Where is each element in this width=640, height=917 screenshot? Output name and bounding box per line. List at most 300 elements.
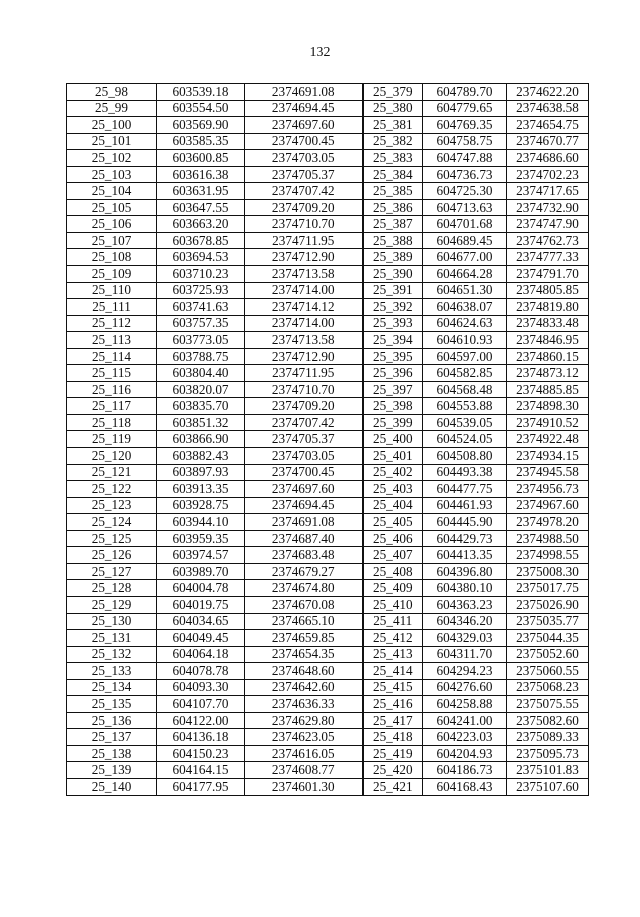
y-coordinate-cell: 2374945.58 xyxy=(507,464,589,481)
point-id-cell: 25_133 xyxy=(67,663,157,680)
y-coordinate-cell: 2374711.95 xyxy=(245,232,363,249)
y-coordinate-cell: 2374703.05 xyxy=(245,150,363,167)
point-id-cell: 25_108 xyxy=(67,249,157,266)
y-coordinate-cell: 2375060.55 xyxy=(507,663,589,680)
coordinates-table-body xyxy=(67,84,589,796)
table-row xyxy=(67,745,589,762)
y-coordinate-cell: 2375068.23 xyxy=(507,679,589,696)
x-coordinate-cell: 603851.32 xyxy=(157,414,245,431)
table-row xyxy=(67,481,589,498)
x-coordinate-cell: 604568.48 xyxy=(423,381,507,398)
table-row xyxy=(67,448,589,465)
x-coordinate-cell: 604493.38 xyxy=(423,464,507,481)
point-id-cell: 25_415 xyxy=(363,679,423,696)
y-coordinate-cell: 2374709.20 xyxy=(245,398,363,415)
x-coordinate-cell: 603882.43 xyxy=(157,448,245,465)
point-id-cell: 25_400 xyxy=(363,431,423,448)
y-coordinate-cell: 2374710.70 xyxy=(245,381,363,398)
y-coordinate-cell: 2374648.60 xyxy=(245,663,363,680)
y-coordinate-cell: 2375075.55 xyxy=(507,696,589,713)
y-coordinate-cell: 2374705.37 xyxy=(245,166,363,183)
x-coordinate-cell: 603913.35 xyxy=(157,481,245,498)
y-coordinate-cell: 2374697.60 xyxy=(245,117,363,134)
x-coordinate-cell: 603959.35 xyxy=(157,530,245,547)
x-coordinate-cell: 604610.93 xyxy=(423,332,507,349)
x-coordinate-cell: 604223.03 xyxy=(423,729,507,746)
point-id-cell: 25_124 xyxy=(67,514,157,531)
table-row xyxy=(67,414,589,431)
y-coordinate-cell: 2374670.77 xyxy=(507,133,589,150)
x-coordinate-cell: 603554.50 xyxy=(157,100,245,117)
y-coordinate-cell: 2375026.90 xyxy=(507,596,589,613)
y-coordinate-cell: 2374713.58 xyxy=(245,332,363,349)
x-coordinate-cell: 604150.23 xyxy=(157,745,245,762)
x-coordinate-cell: 604445.90 xyxy=(423,514,507,531)
y-coordinate-cell: 2375089.33 xyxy=(507,729,589,746)
point-id-cell: 25_102 xyxy=(67,150,157,167)
x-coordinate-cell: 604769.35 xyxy=(423,117,507,134)
x-coordinate-cell: 604539.05 xyxy=(423,414,507,431)
y-coordinate-cell: 2374898.30 xyxy=(507,398,589,415)
point-id-cell: 25_397 xyxy=(363,381,423,398)
point-id-cell: 25_402 xyxy=(363,464,423,481)
point-id-cell: 25_132 xyxy=(67,646,157,663)
x-coordinate-cell: 604122.00 xyxy=(157,712,245,729)
x-coordinate-cell: 603600.85 xyxy=(157,150,245,167)
y-coordinate-cell: 2375017.75 xyxy=(507,580,589,597)
x-coordinate-cell: 604363.23 xyxy=(423,596,507,613)
y-coordinate-cell: 2374697.60 xyxy=(245,481,363,498)
x-coordinate-cell: 604638.07 xyxy=(423,299,507,316)
point-id-cell: 25_410 xyxy=(363,596,423,613)
y-coordinate-cell: 2374665.10 xyxy=(245,613,363,630)
point-id-cell: 25_98 xyxy=(67,84,157,101)
y-coordinate-cell: 2374747.90 xyxy=(507,216,589,233)
x-coordinate-cell: 604311.70 xyxy=(423,646,507,663)
x-coordinate-cell: 604789.70 xyxy=(423,84,507,101)
y-coordinate-cell: 2375052.60 xyxy=(507,646,589,663)
y-coordinate-cell: 2374714.00 xyxy=(245,315,363,332)
x-coordinate-cell: 603585.35 xyxy=(157,133,245,150)
table-row xyxy=(67,381,589,398)
point-id-cell: 25_127 xyxy=(67,563,157,580)
point-id-cell: 25_395 xyxy=(363,348,423,365)
table-row xyxy=(67,679,589,696)
y-coordinate-cell: 2374616.05 xyxy=(245,745,363,762)
x-coordinate-cell: 603569.90 xyxy=(157,117,245,134)
point-id-cell: 25_411 xyxy=(363,613,423,630)
y-coordinate-cell: 2374629.80 xyxy=(245,712,363,729)
point-id-cell: 25_107 xyxy=(67,232,157,249)
point-id-cell: 25_131 xyxy=(67,630,157,647)
y-coordinate-cell: 2374910.52 xyxy=(507,414,589,431)
x-coordinate-cell: 604093.30 xyxy=(157,679,245,696)
table-row xyxy=(67,117,589,134)
y-coordinate-cell: 2374654.35 xyxy=(245,646,363,663)
point-id-cell: 25_110 xyxy=(67,282,157,299)
x-coordinate-cell: 604677.00 xyxy=(423,249,507,266)
x-coordinate-cell: 604019.75 xyxy=(157,596,245,613)
x-coordinate-cell: 603944.10 xyxy=(157,514,245,531)
table-row xyxy=(67,762,589,779)
x-coordinate-cell: 604429.73 xyxy=(423,530,507,547)
x-coordinate-cell: 604294.23 xyxy=(423,663,507,680)
table-row xyxy=(67,729,589,746)
table-row xyxy=(67,596,589,613)
x-coordinate-cell: 603989.70 xyxy=(157,563,245,580)
x-coordinate-cell: 604651.30 xyxy=(423,282,507,299)
table-row xyxy=(67,166,589,183)
x-coordinate-cell: 604582.85 xyxy=(423,365,507,382)
y-coordinate-cell: 2374679.27 xyxy=(245,563,363,580)
point-id-cell: 25_389 xyxy=(363,249,423,266)
x-coordinate-cell: 604508.80 xyxy=(423,448,507,465)
y-coordinate-cell: 2374846.95 xyxy=(507,332,589,349)
point-id-cell: 25_138 xyxy=(67,745,157,762)
table-row xyxy=(67,580,589,597)
y-coordinate-cell: 2374712.90 xyxy=(245,348,363,365)
x-coordinate-cell: 603804.40 xyxy=(157,365,245,382)
table-row xyxy=(67,100,589,117)
point-id-cell: 25_418 xyxy=(363,729,423,746)
point-id-cell: 25_416 xyxy=(363,696,423,713)
point-id-cell: 25_392 xyxy=(363,299,423,316)
table-row xyxy=(67,199,589,216)
x-coordinate-cell: 603710.23 xyxy=(157,266,245,283)
table-row xyxy=(67,712,589,729)
x-coordinate-cell: 604624.63 xyxy=(423,315,507,332)
point-id-cell: 25_101 xyxy=(67,133,157,150)
x-coordinate-cell: 604689.45 xyxy=(423,232,507,249)
table-row xyxy=(67,630,589,647)
y-coordinate-cell: 2374670.08 xyxy=(245,596,363,613)
x-coordinate-cell: 604713.63 xyxy=(423,199,507,216)
point-id-cell: 25_129 xyxy=(67,596,157,613)
point-id-cell: 25_119 xyxy=(67,431,157,448)
y-coordinate-cell: 2374707.42 xyxy=(245,414,363,431)
y-coordinate-cell: 2374659.85 xyxy=(245,630,363,647)
table-row xyxy=(67,431,589,448)
x-coordinate-cell: 604136.18 xyxy=(157,729,245,746)
x-coordinate-cell: 604747.88 xyxy=(423,150,507,167)
table-row xyxy=(67,183,589,200)
table-row xyxy=(67,778,589,795)
point-id-cell: 25_134 xyxy=(67,679,157,696)
point-id-cell: 25_122 xyxy=(67,481,157,498)
y-coordinate-cell: 2374978.20 xyxy=(507,514,589,531)
y-coordinate-cell: 2374694.45 xyxy=(245,497,363,514)
point-id-cell: 25_384 xyxy=(363,166,423,183)
table-row xyxy=(67,249,589,266)
y-coordinate-cell: 2374601.30 xyxy=(245,778,363,795)
table-row xyxy=(67,315,589,332)
table-row xyxy=(67,646,589,663)
y-coordinate-cell: 2374922.48 xyxy=(507,431,589,448)
y-coordinate-cell: 2374700.45 xyxy=(245,133,363,150)
point-id-cell: 25_117 xyxy=(67,398,157,415)
x-coordinate-cell: 604064.18 xyxy=(157,646,245,663)
x-coordinate-cell: 604477.75 xyxy=(423,481,507,498)
point-id-cell: 25_116 xyxy=(67,381,157,398)
y-coordinate-cell: 2375044.35 xyxy=(507,630,589,647)
table-row xyxy=(67,563,589,580)
point-id-cell: 25_390 xyxy=(363,266,423,283)
x-coordinate-cell: 603773.05 xyxy=(157,332,245,349)
point-id-cell: 25_123 xyxy=(67,497,157,514)
y-coordinate-cell: 2375107.60 xyxy=(507,778,589,795)
point-id-cell: 25_387 xyxy=(363,216,423,233)
x-coordinate-cell: 604258.88 xyxy=(423,696,507,713)
table-row xyxy=(67,464,589,481)
table-row xyxy=(67,348,589,365)
y-coordinate-cell: 2374654.75 xyxy=(507,117,589,134)
point-id-cell: 25_106 xyxy=(67,216,157,233)
x-coordinate-cell: 604736.73 xyxy=(423,166,507,183)
y-coordinate-cell: 2374683.48 xyxy=(245,547,363,564)
y-coordinate-cell: 2374622.20 xyxy=(507,84,589,101)
point-id-cell: 25_405 xyxy=(363,514,423,531)
x-coordinate-cell: 603725.93 xyxy=(157,282,245,299)
point-id-cell: 25_401 xyxy=(363,448,423,465)
y-coordinate-cell: 2374687.40 xyxy=(245,530,363,547)
point-id-cell: 25_105 xyxy=(67,199,157,216)
y-coordinate-cell: 2374732.90 xyxy=(507,199,589,216)
point-id-cell: 25_403 xyxy=(363,481,423,498)
point-id-cell: 25_139 xyxy=(67,762,157,779)
table-row xyxy=(67,696,589,713)
point-id-cell: 25_388 xyxy=(363,232,423,249)
x-coordinate-cell: 604524.05 xyxy=(423,431,507,448)
y-coordinate-cell: 2374934.15 xyxy=(507,448,589,465)
y-coordinate-cell: 2374988.50 xyxy=(507,530,589,547)
y-coordinate-cell: 2374638.58 xyxy=(507,100,589,117)
point-id-cell: 25_399 xyxy=(363,414,423,431)
point-id-cell: 25_379 xyxy=(363,84,423,101)
point-id-cell: 25_115 xyxy=(67,365,157,382)
x-coordinate-cell: 603616.38 xyxy=(157,166,245,183)
x-coordinate-cell: 604204.93 xyxy=(423,745,507,762)
y-coordinate-cell: 2374702.23 xyxy=(507,166,589,183)
point-id-cell: 25_135 xyxy=(67,696,157,713)
y-coordinate-cell: 2374686.60 xyxy=(507,150,589,167)
x-coordinate-cell: 604241.00 xyxy=(423,712,507,729)
y-coordinate-cell: 2374967.60 xyxy=(507,497,589,514)
point-id-cell: 25_130 xyxy=(67,613,157,630)
y-coordinate-cell: 2374691.08 xyxy=(245,84,363,101)
x-coordinate-cell: 604664.28 xyxy=(423,266,507,283)
x-coordinate-cell: 603866.90 xyxy=(157,431,245,448)
y-coordinate-cell: 2374777.33 xyxy=(507,249,589,266)
y-coordinate-cell: 2374714.12 xyxy=(245,299,363,316)
point-id-cell: 25_382 xyxy=(363,133,423,150)
point-id-cell: 25_391 xyxy=(363,282,423,299)
point-id-cell: 25_412 xyxy=(363,630,423,647)
x-coordinate-cell: 603820.07 xyxy=(157,381,245,398)
x-coordinate-cell: 603647.55 xyxy=(157,199,245,216)
y-coordinate-cell: 2375035.77 xyxy=(507,613,589,630)
y-coordinate-cell: 2374762.73 xyxy=(507,232,589,249)
table-row xyxy=(67,663,589,680)
point-id-cell: 25_121 xyxy=(67,464,157,481)
x-coordinate-cell: 604380.10 xyxy=(423,580,507,597)
point-id-cell: 25_137 xyxy=(67,729,157,746)
table-row xyxy=(67,266,589,283)
y-coordinate-cell: 2374674.80 xyxy=(245,580,363,597)
x-coordinate-cell: 604725.30 xyxy=(423,183,507,200)
x-coordinate-cell: 604078.78 xyxy=(157,663,245,680)
table-row xyxy=(67,332,589,349)
point-id-cell: 25_414 xyxy=(363,663,423,680)
x-coordinate-cell: 603663.20 xyxy=(157,216,245,233)
y-coordinate-cell: 2374956.73 xyxy=(507,481,589,498)
table-row xyxy=(67,514,589,531)
point-id-cell: 25_404 xyxy=(363,497,423,514)
point-id-cell: 25_394 xyxy=(363,332,423,349)
y-coordinate-cell: 2375008.30 xyxy=(507,563,589,580)
point-id-cell: 25_113 xyxy=(67,332,157,349)
x-coordinate-cell: 603741.63 xyxy=(157,299,245,316)
point-id-cell: 25_128 xyxy=(67,580,157,597)
y-coordinate-cell: 2374608.77 xyxy=(245,762,363,779)
table-row xyxy=(67,497,589,514)
y-coordinate-cell: 2374636.33 xyxy=(245,696,363,713)
table-row xyxy=(67,398,589,415)
point-id-cell: 25_104 xyxy=(67,183,157,200)
point-id-cell: 25_421 xyxy=(363,778,423,795)
x-coordinate-cell: 604004.78 xyxy=(157,580,245,597)
x-coordinate-cell: 604049.45 xyxy=(157,630,245,647)
x-coordinate-cell: 604177.95 xyxy=(157,778,245,795)
y-coordinate-cell: 2374712.90 xyxy=(245,249,363,266)
x-coordinate-cell: 603788.75 xyxy=(157,348,245,365)
point-id-cell: 25_406 xyxy=(363,530,423,547)
point-id-cell: 25_381 xyxy=(363,117,423,134)
x-coordinate-cell: 603678.85 xyxy=(157,232,245,249)
y-coordinate-cell: 2374703.05 xyxy=(245,448,363,465)
point-id-cell: 25_109 xyxy=(67,266,157,283)
x-coordinate-cell: 604413.35 xyxy=(423,547,507,564)
y-coordinate-cell: 2374714.00 xyxy=(245,282,363,299)
y-coordinate-cell: 2374805.85 xyxy=(507,282,589,299)
x-coordinate-cell: 604186.73 xyxy=(423,762,507,779)
y-coordinate-cell: 2374700.45 xyxy=(245,464,363,481)
y-coordinate-cell: 2374833.48 xyxy=(507,315,589,332)
point-id-cell: 25_99 xyxy=(67,100,157,117)
point-id-cell: 25_383 xyxy=(363,150,423,167)
y-coordinate-cell: 2374998.55 xyxy=(507,547,589,564)
x-coordinate-cell: 604779.65 xyxy=(423,100,507,117)
point-id-cell: 25_420 xyxy=(363,762,423,779)
point-id-cell: 25_413 xyxy=(363,646,423,663)
y-coordinate-cell: 2374885.85 xyxy=(507,381,589,398)
y-coordinate-cell: 2374711.95 xyxy=(245,365,363,382)
x-coordinate-cell: 603694.53 xyxy=(157,249,245,266)
point-id-cell: 25_136 xyxy=(67,712,157,729)
point-id-cell: 25_380 xyxy=(363,100,423,117)
y-coordinate-cell: 2374694.45 xyxy=(245,100,363,117)
table-row xyxy=(67,547,589,564)
y-coordinate-cell: 2374860.15 xyxy=(507,348,589,365)
point-id-cell: 25_140 xyxy=(67,778,157,795)
point-id-cell: 25_112 xyxy=(67,315,157,332)
x-coordinate-cell: 604346.20 xyxy=(423,613,507,630)
x-coordinate-cell: 604396.80 xyxy=(423,563,507,580)
point-id-cell: 25_385 xyxy=(363,183,423,200)
point-id-cell: 25_396 xyxy=(363,365,423,382)
point-id-cell: 25_126 xyxy=(67,547,157,564)
point-id-cell: 25_419 xyxy=(363,745,423,762)
table-row xyxy=(67,232,589,249)
table-row xyxy=(67,282,589,299)
y-coordinate-cell: 2374717.65 xyxy=(507,183,589,200)
point-id-cell: 25_118 xyxy=(67,414,157,431)
point-id-cell: 25_100 xyxy=(67,117,157,134)
table-row xyxy=(67,216,589,233)
x-coordinate-cell: 604034.65 xyxy=(157,613,245,630)
x-coordinate-cell: 604276.60 xyxy=(423,679,507,696)
point-id-cell: 25_111 xyxy=(67,299,157,316)
point-id-cell: 25_125 xyxy=(67,530,157,547)
y-coordinate-cell: 2374642.60 xyxy=(245,679,363,696)
y-coordinate-cell: 2374707.42 xyxy=(245,183,363,200)
table-row xyxy=(67,299,589,316)
y-coordinate-cell: 2375082.60 xyxy=(507,712,589,729)
point-id-cell: 25_114 xyxy=(67,348,157,365)
y-coordinate-cell: 2374819.80 xyxy=(507,299,589,316)
y-coordinate-cell: 2374791.70 xyxy=(507,266,589,283)
x-coordinate-cell: 603928.75 xyxy=(157,497,245,514)
x-coordinate-cell: 604107.70 xyxy=(157,696,245,713)
table-row xyxy=(67,133,589,150)
x-coordinate-cell: 603974.57 xyxy=(157,547,245,564)
x-coordinate-cell: 604701.68 xyxy=(423,216,507,233)
table-row xyxy=(67,365,589,382)
table-row xyxy=(67,84,589,101)
y-coordinate-cell: 2374623.05 xyxy=(245,729,363,746)
x-coordinate-cell: 604758.75 xyxy=(423,133,507,150)
x-coordinate-cell: 604461.93 xyxy=(423,497,507,514)
point-id-cell: 25_393 xyxy=(363,315,423,332)
y-coordinate-cell: 2374713.58 xyxy=(245,266,363,283)
x-coordinate-cell: 604164.15 xyxy=(157,762,245,779)
y-coordinate-cell: 2374710.70 xyxy=(245,216,363,233)
x-coordinate-cell: 603631.95 xyxy=(157,183,245,200)
point-id-cell: 25_409 xyxy=(363,580,423,597)
table-row xyxy=(67,530,589,547)
point-id-cell: 25_417 xyxy=(363,712,423,729)
x-coordinate-cell: 604553.88 xyxy=(423,398,507,415)
x-coordinate-cell: 603897.93 xyxy=(157,464,245,481)
y-coordinate-cell: 2374705.37 xyxy=(245,431,363,448)
point-id-cell: 25_407 xyxy=(363,547,423,564)
table-row xyxy=(67,613,589,630)
point-id-cell: 25_386 xyxy=(363,199,423,216)
y-coordinate-cell: 2374873.12 xyxy=(507,365,589,382)
table-row xyxy=(67,150,589,167)
point-id-cell: 25_398 xyxy=(363,398,423,415)
y-coordinate-cell: 2374691.08 xyxy=(245,514,363,531)
x-coordinate-cell: 604329.03 xyxy=(423,630,507,647)
y-coordinate-cell: 2375101.83 xyxy=(507,762,589,779)
coordinates-table xyxy=(66,83,589,796)
x-coordinate-cell: 603539.18 xyxy=(157,84,245,101)
x-coordinate-cell: 603757.35 xyxy=(157,315,245,332)
y-coordinate-cell: 2374709.20 xyxy=(245,199,363,216)
y-coordinate-cell: 2375095.73 xyxy=(507,745,589,762)
x-coordinate-cell: 603835.70 xyxy=(157,398,245,415)
point-id-cell: 25_408 xyxy=(363,563,423,580)
page-number: 132 xyxy=(309,45,331,60)
